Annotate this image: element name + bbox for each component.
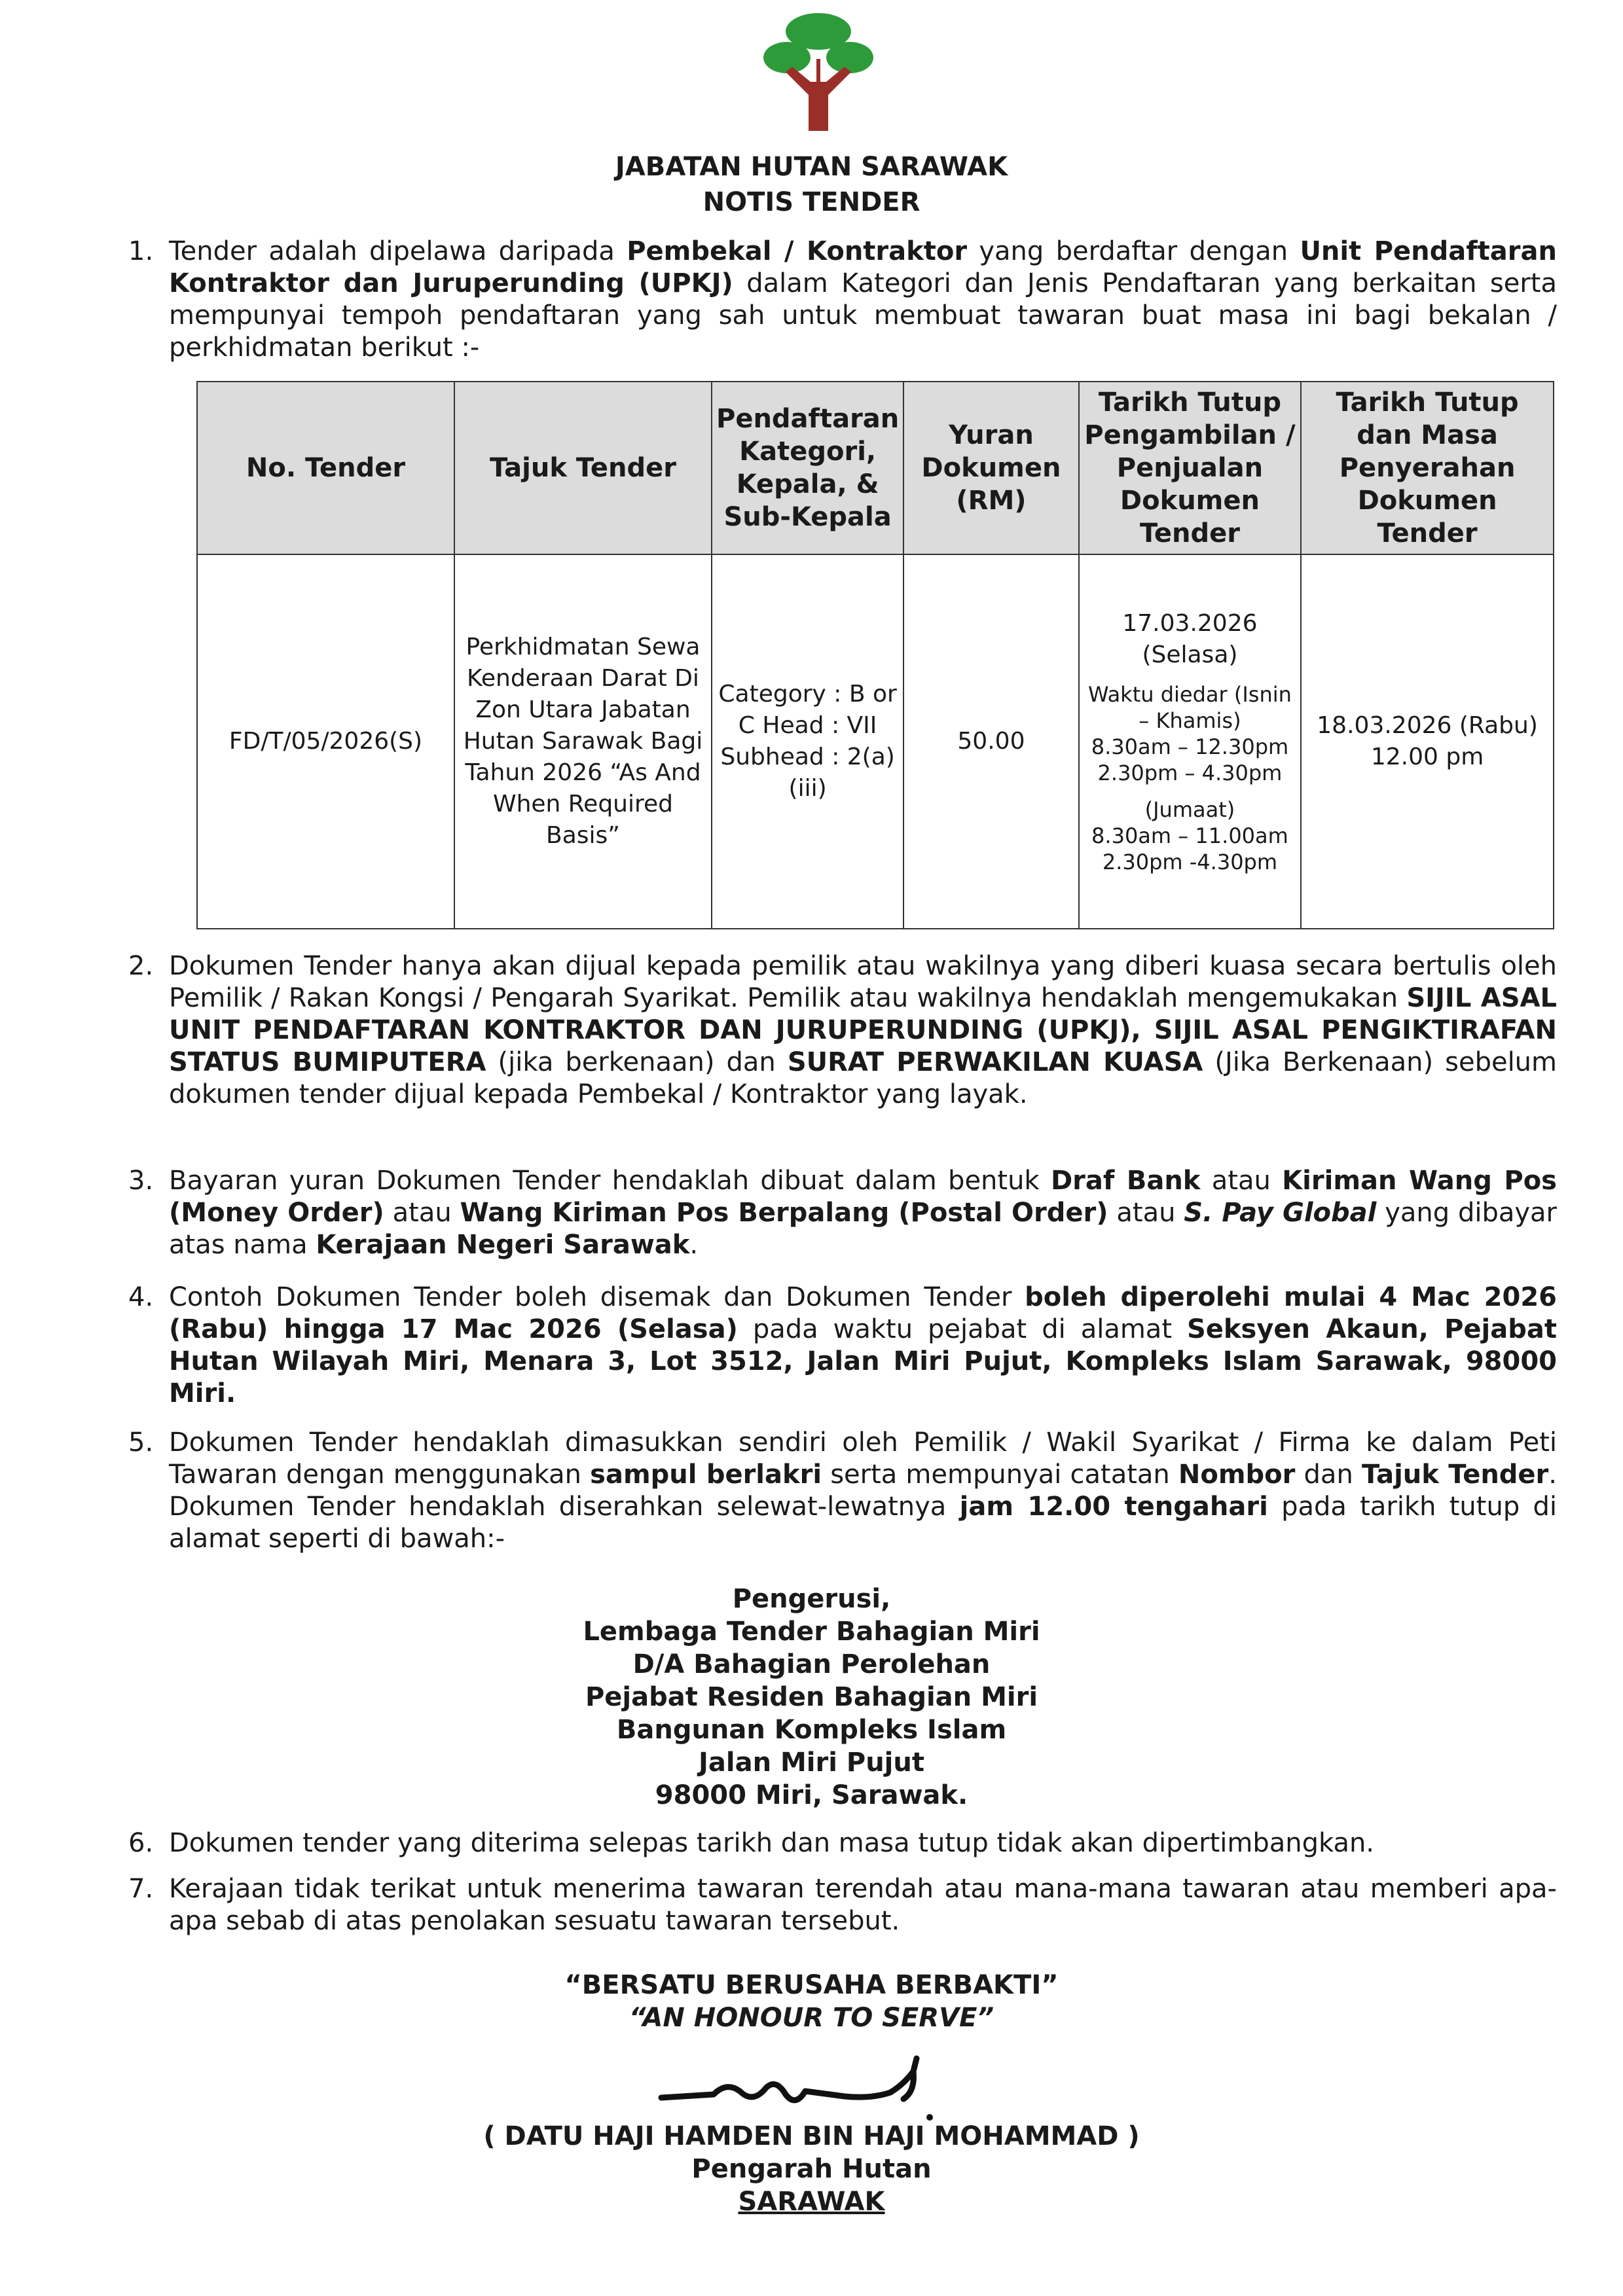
sale-closing-cell: [1079, 554, 1302, 929]
submission-closing: 18.03.2026 (Rabu) 12.00 pm: [1301, 554, 1554, 929]
bold-text: Wang Kiriman Pos Berpalang (Postal Order): [460, 1198, 1108, 1228]
paragraph-3: [128, 1165, 1558, 1261]
signer-position: Pengarah Hutan: [691, 2154, 932, 2184]
signer-name: ( DATU HAJI HAMDEN BIN HAJI MOHAMMAD ): [483, 2121, 1140, 2151]
text: (jika berkenaan) dan: [486, 1047, 788, 1077]
bold-text: Unit Pendaftaran Kontraktor dan Juruperunding (UPKJ): [169, 236, 1557, 298]
address-line: D/A Bahagian Perolehan: [632, 1649, 991, 1679]
paragraph-number: 1.: [128, 236, 154, 266]
text: Dokumen tender yang diterima selepas tarikh dan masa tutup tidak akan dipertimbangkan.: [169, 1828, 1375, 1858]
bold-text: Pembekal / Kontraktor: [627, 236, 968, 266]
text: (Jika Berkenaan) sebelum dokumen tender dijual kepada Pembekal / Kontraktor yang layak.: [169, 1047, 1557, 1109]
tender-title: Perkhidmatan Sewa Kenderaan Darat Di Zon Utara Jabatan Hutan Sarawak Bagi Tahun 2026 “As And When Required Basis”: [454, 554, 712, 929]
tender-number: FD/T/05/2026(S): [197, 554, 454, 929]
text: Kerajaan tidak terikat untuk menerima tawaran terendah atau mana-mana tawaran atau memberi apa-apa sebab di atas penolakan sesuatu tawaran tersebut.: [169, 1874, 1557, 1936]
text: yang dibayar atas nama: [169, 1198, 1558, 1260]
column-header: No. Tender: [197, 382, 454, 554]
text: dan: [1295, 1460, 1362, 1490]
text: atau: [1200, 1166, 1283, 1196]
motto-english: “AN HONOUR TO SERVE”: [629, 2003, 994, 2033]
sale-hours-label: Waktu diedar (Isnin – Khamis): [1087, 682, 1292, 733]
text: atau: [384, 1198, 460, 1228]
bold-text: Nombor: [1178, 1460, 1296, 1490]
bold-text: Kiriman Wang Pos (Money Order): [169, 1166, 1557, 1228]
text: serta mempunyai catatan: [822, 1460, 1178, 1490]
text: Bayaran yuran Dokumen Tender hendaklah dibuat dalam bentuk: [169, 1166, 1051, 1196]
bold-text: sampul berlakri: [590, 1460, 822, 1490]
sale-date: 17.03.2026 (Selasa): [1122, 610, 1258, 668]
text: atau: [1108, 1198, 1184, 1228]
bold-italic-text: S. Pay Global: [1184, 1198, 1377, 1228]
paragraph-4: [128, 1282, 1557, 1410]
forest-department-logo: [759, 7, 877, 137]
bold-text: jam 12.00 tengahari: [959, 1492, 1268, 1522]
sale-hours-1: 8.30am – 12.30pm: [1091, 734, 1289, 759]
bold-text: SURAT PERWAKILAN KUASA: [787, 1047, 1203, 1077]
text: Tender adalah dipelawa daripada: [169, 236, 627, 266]
paragraph-1: [128, 236, 1558, 364]
bold-text: SIJIL ASAL UNIT PENDAFTARAN KONTRAKTOR DAN JURUPERUNDING (UPKJ), SIJIL ASAL PENGIKTIRAFAN STATUS BUMIPUTERA: [169, 983, 1557, 1077]
text: . Dokumen Tender hendaklah diserahkan selewat-lewatnya: [169, 1460, 1558, 1522]
notice-title: NOTIS TENDER: [702, 187, 921, 217]
paragraph-5: [128, 1427, 1558, 1555]
paragraph-number: 5.: [128, 1427, 154, 1458]
address-line: Bangunan Kompleks Islam: [616, 1715, 1007, 1745]
text: .: [689, 1230, 699, 1260]
friday-hours-1: 8.30am – 11.00am: [1091, 823, 1288, 848]
bold-text: boleh diperolehi mulai 4 Mac 2026 (Rabu) hingga 17 Mac 2026 (Selasa): [169, 1282, 1557, 1344]
text: Dokumen Tender hendaklah dimasukkan sendiri oleh Pemilik / Wakil Syarikat / Firma ke dalam Peti Tawaran dengan menggunakan: [169, 1427, 1557, 1490]
sale-hours-2: 2.30pm – 4.30pm: [1097, 761, 1283, 785]
address-line: Jalan Miri Pujut: [699, 1748, 924, 1778]
address-line: Lembaga Tender Bahagian Miri: [583, 1617, 1040, 1647]
column-header: Tarikh Tutup Pengambilan / Penjualan Dokumen Tender: [1079, 382, 1302, 554]
friday-hours-2: 2.30pm -4.30pm: [1102, 850, 1278, 874]
bold-text: Kerajaan Negeri Sarawak: [316, 1230, 690, 1260]
friday-label: (Jumaat): [1144, 797, 1235, 822]
tender-category: Category : B or C Head : VII Subhead : 2(a)(iii): [712, 554, 903, 929]
text: Dokumen Tender hanya akan dijual kepada pemilik atau wakilnya yang diberi kuasa secara bertulis oleh Pemilik / Rakan Kongsi / Pengarah Syarikat. Pemilik atau wakilnya hendaklah mengemukakan: [169, 951, 1557, 1013]
text: yang berdaftar dengan: [967, 236, 1300, 266]
paragraph-2: [128, 950, 1557, 1111]
text: Contoh Dokumen Tender boleh disemak dan Dokumen Tender: [169, 1282, 1025, 1312]
tree-trunk-icon: [786, 59, 851, 131]
address-line: Pejabat Residen Bahagian Miri: [585, 1682, 1038, 1712]
motto-malay: “BERSATU BERUSAHA BERBAKTI”: [564, 1970, 1059, 2000]
text: dalam Kategori dan Jenis Pendaftaran yang berkaitan serta mempunyai tempoh pendaftaran yang sah untuk membuat tawaran buat masa ini bagi bekalan / perkhidmatan berikut :-: [169, 268, 1558, 363]
bold-text: Seksyen Akaun, Pejabat Hutan Wilayah Miri, Menara 3, Lot 3512, Jalan Miri Pujut, Kompleks Islam Sarawak, 98000 Miri.: [169, 1314, 1557, 1408]
signer-state: SARAWAK: [738, 2187, 885, 2217]
department-name: JABATAN HUTAN SARAWAK: [615, 152, 1008, 182]
text: pada waktu pejabat di alamat: [737, 1314, 1187, 1344]
paragraph-number: 6.: [128, 1828, 154, 1858]
handwritten-signature: [655, 2045, 982, 2124]
paragraph-number: 7.: [128, 1874, 154, 1904]
document-fee: 50.00: [903, 554, 1078, 929]
paragraph-6: [128, 1827, 1557, 1859]
bold-text: Draf Bank: [1050, 1166, 1201, 1196]
paragraph-number: 2.: [128, 951, 154, 981]
paragraph-number: 3.: [128, 1166, 154, 1196]
address-block: [0, 1583, 1623, 1812]
paragraph-number: 4.: [128, 1282, 154, 1312]
column-header: Tajuk Tender: [454, 382, 712, 554]
column-header: Yuran Dokumen (RM): [903, 382, 1078, 554]
column-header: Pendaftaran Kategori, Kepala, & Sub-Kepala: [712, 382, 903, 554]
table-row: [197, 554, 1554, 929]
table-header-row: [197, 382, 1554, 554]
tender-table: [196, 381, 1554, 929]
address-line: Pengerusi,: [732, 1584, 891, 1614]
text: pada tarikh tutup di alamat seperti di bawah:-: [169, 1492, 1558, 1554]
column-header: Tarikh Tutup dan Masa Penyerahan Dokumen Tender: [1301, 382, 1554, 554]
address-line: 98000 Miri, Sarawak.: [655, 1780, 968, 1810]
paragraph-7: [128, 1873, 1557, 1937]
bold-text: Tajuk Tender: [1361, 1460, 1549, 1490]
